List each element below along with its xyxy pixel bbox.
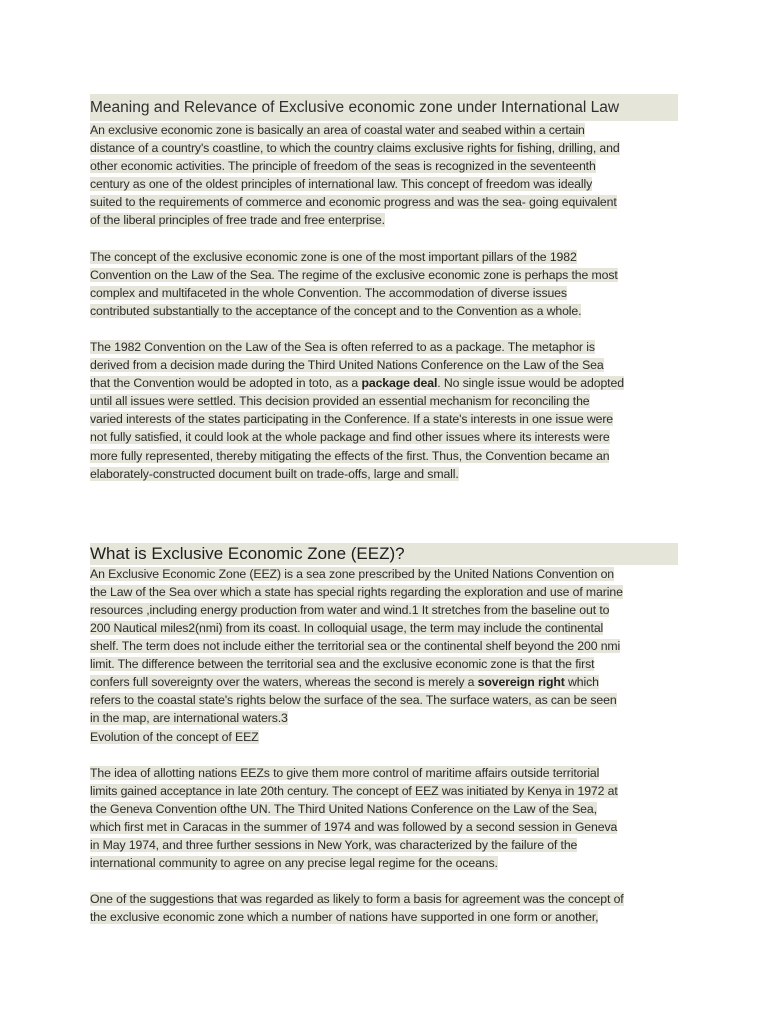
text-line <box>90 764 678 782</box>
bold-term-package-deal: package deal <box>361 376 438 391</box>
text-line <box>90 583 678 601</box>
text-line-content: until all issues were settled. This decision provided an essential mechanism for reconciling the <box>90 394 590 409</box>
section-title-meaning: Meaning and Relevance of Exclusive economic zone under International Law <box>90 94 678 121</box>
text-line-content: Convention on the Law of the Sea. The regime of the exclusive economic zone is perhaps the most <box>90 267 618 282</box>
text-line <box>90 908 678 926</box>
text-line <box>90 211 678 229</box>
text-line-content: An Exclusive Economic Zone (EEZ) is a sea zone prescribed by the United Nations Convention on <box>90 566 615 581</box>
paragraph-eez-history <box>90 764 678 873</box>
paragraph-eez-suggestions <box>90 890 678 926</box>
text-line <box>90 709 678 727</box>
text-line <box>90 392 678 410</box>
text-line <box>90 139 678 157</box>
text-line-content: One of the suggestions that was regarded as likely to form a basis for agreement was the concept of <box>90 892 624 907</box>
text-line <box>90 410 678 428</box>
text-line <box>90 728 678 746</box>
text-segment: . No single issue would be adopted <box>437 376 624 391</box>
text-line-content: century as one of the oldest principles of international law. This concept of freedom was ideally <box>90 177 593 192</box>
text-line <box>90 890 678 908</box>
text-line <box>90 193 678 211</box>
text-line-content: refers to the coastal state's rights below the surface of the sea. The surface waters, as can be seen <box>90 693 617 708</box>
text-line-content: The 1982 Convention on the Law of the Sea is often referred to as a package. The metaphor is <box>90 339 595 354</box>
text-line-content: suited to the requirements of commerce and economic progress and was the sea- going equivalent <box>90 195 617 210</box>
text-line <box>90 818 678 836</box>
text-line-content: resources ,including energy production from water and wind.1 It stretches from the baseline out to <box>90 602 610 617</box>
paragraph-eez-definition <box>90 121 678 230</box>
text-line <box>90 619 678 637</box>
text-line-content: complex and multifaceted in the whole Convention. The accommodation of diverse issues <box>90 285 567 300</box>
text-segment: which <box>564 675 599 690</box>
paragraph-eez-pillar <box>90 248 678 320</box>
text-line <box>90 691 678 709</box>
text-segment: that the Convention would be adopted in toto, as a <box>90 376 362 391</box>
text-line <box>90 565 678 583</box>
text-line-content: the Geneva Convention ofthe UN. The Third United Nations Conference on the Law of the Sea, <box>90 801 597 816</box>
paragraph-eez-explained <box>90 565 678 746</box>
text-line-content: of the liberal principles of free trade and free enterprise. <box>90 213 385 228</box>
text-line-content: in the map, are international waters.3 <box>90 711 288 726</box>
text-line-content: The idea of allotting nations EEZs to give them more control of maritime affairs outside territorial <box>90 765 600 780</box>
text-line <box>90 356 678 374</box>
text-line <box>90 782 678 800</box>
text-line-content: contributed substantially to the acceptance of the concept and to the Convention as a whole. <box>90 303 582 318</box>
text-line-content: derived from a decision made during the Third United Nations Conference on the Law of the Sea <box>90 358 604 373</box>
text-line-content: in May 1974, and three further sessions in New York, was characterized by the failure of the <box>90 838 578 852</box>
document-page <box>90 94 678 926</box>
text-line <box>90 157 678 175</box>
text-line <box>90 428 678 446</box>
text-line-content: varied interests of the states participating in the Conference. If a state's interests in one issue were <box>90 412 614 427</box>
text-line <box>90 800 678 818</box>
text-line-content: the exclusive economic zone which a number of nations have supported in one form or another, <box>90 910 599 925</box>
text-line-content: which first met in Caracas in the summer of 1974 and was followed by a second session in Geneva <box>90 819 618 834</box>
text-line <box>90 854 678 872</box>
section-title-what-is-eez: What is Exclusive Economic Zone (EEZ)? <box>90 543 678 565</box>
text-line <box>90 175 678 193</box>
text-line <box>90 637 678 655</box>
bold-term-sovereign-right: sovereign right <box>477 675 565 690</box>
text-line-content: not fully satisfied, it could look at the whole package and find other issues where its interests were <box>90 430 610 445</box>
text-line <box>90 248 678 266</box>
text-line-content: Evolution of the concept of EEZ <box>90 729 259 744</box>
paragraph-package-deal <box>90 338 678 483</box>
text-line-content: the Law of the Sea over which a state has special rights regarding the exploration and use of marine <box>90 584 623 599</box>
text-line-content: limit. The difference between the territorial sea and the exclusive economic zone is that the first <box>90 657 595 672</box>
text-line-content: international community to agree on any precise legal regime for the oceans. <box>90 856 498 871</box>
text-line-content: distance of a country's coastline, to which the country claims exclusive rights for fishing, drilling, and <box>90 141 620 156</box>
text-line <box>90 836 678 854</box>
text-line <box>90 266 678 284</box>
text-line-content: more fully represented, thereby mitigating the effects of the first. Thus, the Convention became an <box>90 448 610 463</box>
text-line-content: The concept of the exclusive economic zone is one of the most important pillars of the 1982 <box>90 249 577 264</box>
text-line <box>90 284 678 302</box>
text-line-content: elaborately-constructed document built on trade-offs, large and small. <box>90 466 459 481</box>
text-line-content: limits gained acceptance in late 20th century. The concept of EEZ was initiated by Kenya in 1972 at <box>90 783 618 798</box>
text-line-content: An exclusive economic zone is basically an area of coastal water and seabed within a certain <box>90 123 585 137</box>
text-line <box>90 302 678 320</box>
text-line <box>90 338 678 356</box>
text-line <box>90 447 678 465</box>
text-line <box>90 121 678 139</box>
text-line-content: 200 Nautical miles2(nmi) from its coast. In colloquial usage, the term may include the continental <box>90 620 604 635</box>
text-line-content: other economic activities. The principle of freedom of the seas is recognized in the seventeenth <box>90 159 596 174</box>
text-line <box>90 655 678 673</box>
text-line <box>90 465 678 483</box>
text-line <box>90 601 678 619</box>
text-segment: confers full sovereignty over the waters, whereas the second is merely a <box>90 675 478 690</box>
text-line-content: shelf. The term does not include either the territorial sea or the continental shelf beyond the 200 nmi <box>90 639 621 654</box>
